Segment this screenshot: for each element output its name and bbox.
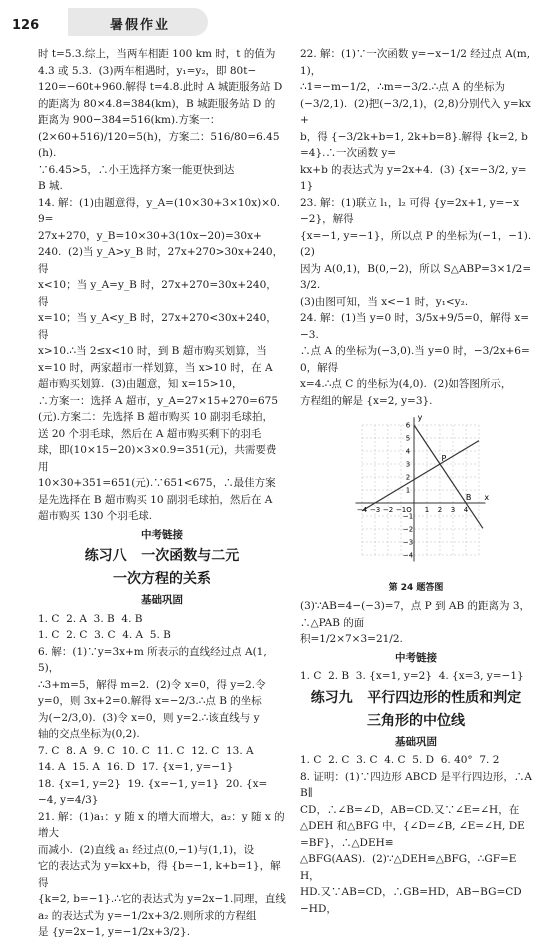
text-line: 时 t=5.3.综上，当两车相距 100 km 时，t 的值为 [38,48,276,60]
text-line: B 城. [38,180,63,192]
section-8-title-line2: 一次方程的关系 [113,571,211,587]
right-text-block-d [300,752,532,917]
x-tick-label: 2 [437,506,443,514]
text-line: y=0，则 3x+2=0.解得 x=−2/3.∴点 B 的坐标 [38,695,262,707]
text-line: 轴的交点坐标为(0,2). [38,728,140,740]
text-line: 为(−2/3,0). (3)令 x=0，则 y=2.∴该直线与 y [38,711,260,724]
text-line: 14. A 15. A 16. D 17. {x=1, y=−1} [38,761,234,773]
text-line: 6. 解：(1)∵y=3x+m 所表示的直线经过点 A(1,5)， [38,645,267,674]
left-text-block [38,46,286,525]
text-line: x=10 时，两家超市一样划算，当 x>10 时，在 A [38,361,273,374]
figure-caption: 第 24 题答图 [388,582,444,593]
text-line: x>10.∴当 2≤x<10 时，到 B 超市购买划算，当 [38,345,267,357]
text-line: ∴3+m=5，解得 m=2. (2)令 x=0，得 y=2.令 [38,678,266,691]
page-header [0,0,560,40]
left-column [38,46,286,941]
y-tick-label: 6 [405,421,411,430]
text-line: 21. 解：(1)a₁：y 随 x 的增大而增大，a₂：y 随 x 的增大 [38,810,285,839]
text-line: (2×60+516)/120=5(h)，方案二：516/80=6.45(h). [38,130,280,159]
section-9-title-line1: 练习九 平行四边形的性质和判定 [310,689,522,706]
text-line: ∴点 A 的坐标为(−3,0).当 y=0 时，−3/2x+6=0，解得 [300,345,530,374]
y-tick-label: 2 [405,473,411,482]
text-line: a₂ 的表达式为 y=−1/2x+3/2.则所求的方程组 [38,909,257,922]
y-tick-label: −3 [402,538,414,547]
text-line: kx+b 的表达式为 y=2x+4. (3) {x=−3/2, y=1} [300,163,527,192]
point-label-p: P [441,454,447,463]
text-line: 8. 证明：(1)∵四边形 ABCD 是平行四边形，∴AB∥ [300,770,532,799]
text-line: 120=−60t+960.解得 t=4.8.此时 A 城距服务站 D [38,81,283,93]
text-line: 球，即(10×15−20)×3×0.9=351(元)，共需要费用 [38,444,277,473]
text-line: 它的表达式为 y=kx+b，得 {b=−1, k+b=1}，解得 [38,860,281,889]
text-line: 距离为 900−384=516(km).方案一： [38,114,221,126]
text-line: {k=2, b=−1}.∴它的表达式为 y=2x−1.同理，直线 [38,893,286,905]
y-tick-label: −4 [402,551,414,560]
subheading-basics: 基础巩固 [141,594,183,606]
text-line: 240. (2)当 y_A>y_B 时，27x+270>30x+240，得 [38,246,284,275]
text-line: x=4.∴点 C 的坐标为(4,0). (2)如答图所示， [300,378,512,390]
page-number: 126 [12,18,40,33]
text-line: 送 20 个羽毛球，然后在 A 超市购买剩下的羽毛 [38,427,262,440]
text-line: {x=−1, y=−1}，所以点 P 的坐标为(−1，−1). (2) [300,229,538,258]
text-line: 4.3 或 5.3. (3)两车相遇时，y₁=y₂，即 80t− [38,64,257,77]
text-line: 1. C 2. C 3. C 4. C 5. D 6. 40° 7. 2 [300,754,500,766]
text-line: 7. C 8. A 9. C 10. C 11. C 12. C 13. A [38,744,254,757]
coordinate-graph [348,413,498,573]
text-line: 27x+270，y_B=10×30+3(10x−20)=30x+ [38,229,262,242]
text-line: x=10；当 y_A<y_B 时，27x+270<30x+240，得 [38,312,277,341]
y-tick-label: 5 [405,434,411,443]
text-line: 的距离为 80×4.8=384(km)，B 城距服务站 D 的 [38,97,276,110]
text-line: 方程组的解是 {x=2, y=3}. [300,394,433,407]
section-8-title-line1: 练习八 一次函数与二元 [84,548,240,564]
x-tick-label: −4 [356,506,368,514]
text-line: ∴1=−m−1/2，∴m=−3/2.∴点 A 的坐标为 [300,81,506,93]
x-tick-label: −2 [382,506,394,514]
text-line: 是先选择在 B 超市购买 10 副羽毛球拍，然后在 A [38,493,273,506]
x-tick-label: −3 [369,506,381,514]
right-column [300,46,538,917]
text-line: 10×30+351=651(元).∵651<675，∴最佳方案 [38,477,276,489]
x-axis-label: x [484,493,490,502]
text-line: 超市购买 130 个羽毛球. [38,510,153,522]
header-title: 暑假作业 [110,18,171,33]
left-text-block-b [38,611,286,941]
text-line: ∴方案一：选择 A 超市，y_A=27×15+270=675 [38,394,279,407]
text-line: (3)∵AB=4−(−3)=7，点 P 到 AB 的距离为 3，∴△PAB 的面 [300,600,531,629]
text-line: (元).方案二：先选择 B 超市购买 10 副羽毛球拍， [38,411,273,423]
text-line: 18. {x=1, y=2} 19. {x=−1, y=1} 20. {x=−4, y=4/3} [38,777,268,806]
y-tick-label: −2 [402,525,414,534]
right-text-block-b [300,598,532,648]
x-tick-label: 4 [463,506,469,514]
right-text-block-c [300,668,532,685]
y-tick-label: 3 [405,460,411,469]
origin-label: O [406,506,412,514]
section-9-title-line2: 三角形的中位线 [367,712,465,729]
text-line: x<10；当 y_A=y_B 时，27x+270=30x+240，得 [38,279,277,308]
x-tick-label: −1 [395,506,407,514]
text-line: 积=1/2×7×3=21/2. [300,633,403,645]
x-tick-label: 3 [450,506,456,514]
text-line: b，得 {−3/2k+b=1, 2k+b=8}.解得 {k=2, b=4}.∴一次函数 y= [300,130,528,159]
text-line: 22. 解：(1)∵一次函数 y=−x−1/2 经过点 A(m,1)， [300,48,531,77]
right-text-block [300,46,538,409]
text-line: △DEH 和△BFG 中，{∠D=∠B, ∠E=∠H, DE=BF}，∴△DEH≌ [300,820,525,849]
y-tick-label: 4 [405,447,411,456]
text-line: 超市购买划算. (3)由题意，知 x=15>10， [38,378,243,390]
text-line: 是 {y=2x−1, y=−1/2x+3/2}. [38,926,191,938]
text-line: 1. C 2. A 3. B 4. B [38,612,143,625]
text-line: 23. 解：(1)联立 l₁，l₂ 可得 {y=2x+1, y=−x−2}，解得 [300,196,520,225]
y-tick-label: −1 [402,512,414,521]
point-label-b: B [465,493,472,502]
text-line: HD.又∵AB=CD，∴GB=HD，AB−BG=CD−HD， [300,886,522,915]
text-line: (−3/2,1). (2)把(−3/2,1)，(2,8)分别代入 y=kx+ [300,97,531,126]
text-line: 14. 解：(1)由题意得，y_A=(10×30+3×10x)×0.9= [38,196,281,225]
subheading-basics-right: 基础巩固 [395,735,437,748]
text-line: 24. 解：(1)当 y=0 时，3/5x+9/5=0，解得 x=−3. [300,312,530,341]
text-line: ∵6.45>5，∴小王选择方案一能更快到达 [38,163,235,176]
text-line: 因为 A(0,1)，B(0,−2)，所以 S△ABP=3×1/2=3/2. [300,262,532,291]
subheading-exam-link: 中考链接 [141,528,183,541]
subheading-exam-link-right: 中考链接 [395,651,437,664]
text-line: CD，∴∠B=∠D，AB=CD.又∵∠E=∠H，在 [300,803,520,816]
text-line: (3)由图可知，当 x<−1 时，y₁<y₂. [300,295,469,308]
y-tick-label: 1 [405,486,411,495]
x-tick-label: 1 [424,506,430,514]
text-line: 1. C 2. C 3. C 4. A 5. B [38,629,171,641]
text-line: 1. C 2. B 3. {x=1, y=2} 4. {x=3, y=−1} [300,670,524,682]
text-line: 而减小. (2)直线 a₁ 经过点(0,−1)与(1,1)，设 [38,843,255,856]
y-axis-label: y [417,413,423,422]
text-line: △BFG(AAS). (2)∵△DEH≌△BFG，∴GF=EH， [300,853,517,882]
